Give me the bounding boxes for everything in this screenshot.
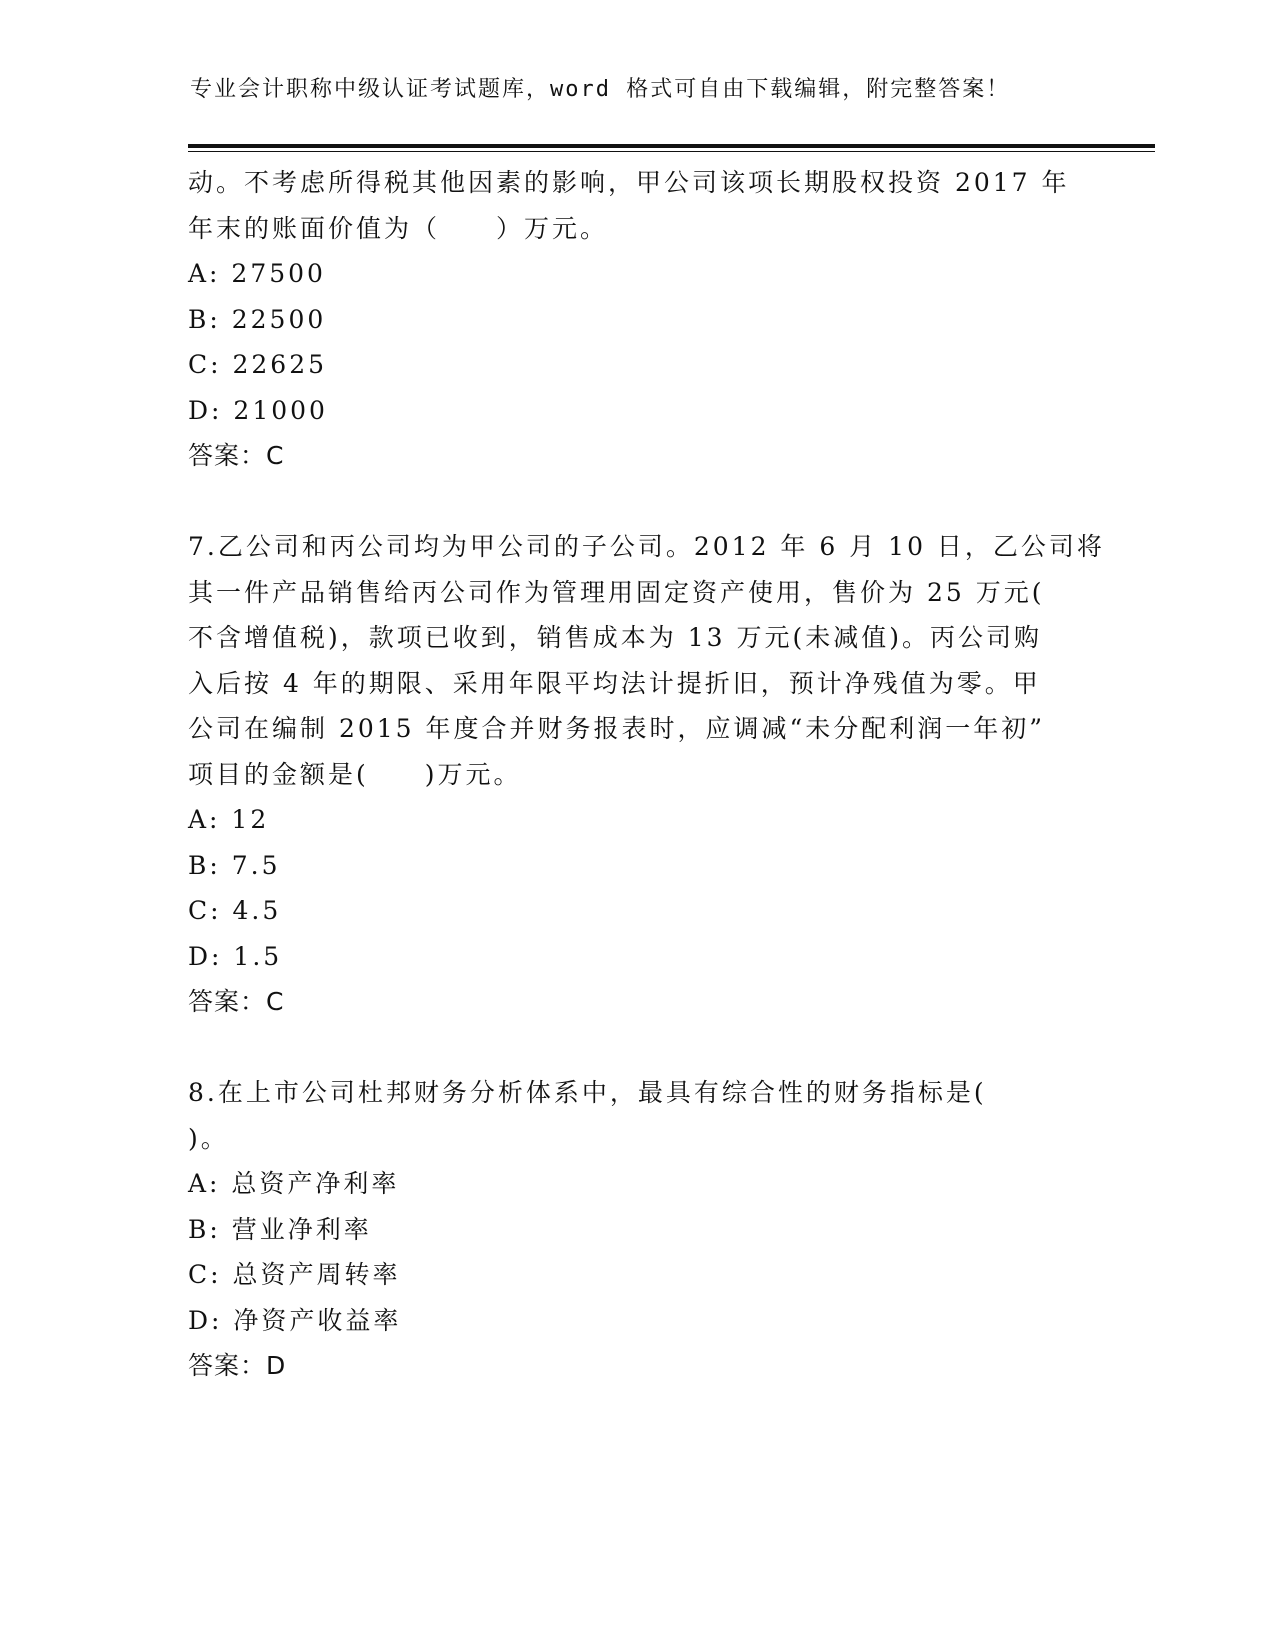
option-d: D: 净资产收益率 <box>188 1305 402 1335</box>
question-stem-line: 项目的金额是( )万元。 <box>188 759 522 789</box>
question-stem-line: 入后按 4 年的期限、采用年限平均法计提折旧，预计净残值为零。甲 <box>188 668 1041 698</box>
option-b: B: 22500 <box>188 304 327 334</box>
answer-line: 答案：C <box>188 987 285 1016</box>
question-7 <box>188 524 1105 1025</box>
answer-line: 答案：D <box>188 1351 287 1380</box>
question-stem-line: 8.在上市公司杜邦财务分析体系中，最具有综合性的财务指标是( <box>188 1078 987 1107</box>
question-stem-line: 动。不考虑所得税其他因素的影响，甲公司该项长期股权投资 2017 年 <box>188 168 1070 197</box>
question-6 <box>188 160 1088 479</box>
option-a: A: 27500 <box>188 259 326 288</box>
option-c: C: 4.5 <box>188 896 282 925</box>
page-header: 专业会计职称中级认证考试题库，word 格式可自由下载编辑，附完整答案！ <box>190 77 1011 102</box>
question-list <box>188 160 1105 1389</box>
header-rule-thin <box>188 151 1155 152</box>
question-stem-line: 7.乙公司和丙公司均为甲公司的子公司。2012 年 6 月 10 日，乙公司将 <box>188 532 1105 561</box>
option-c: C: 22625 <box>188 350 328 379</box>
option-d: D: 1.5 <box>188 941 283 971</box>
question-stem-line: 公司在编制 2015 年度合并财务报表时，应调减“未分配利润一年初” <box>188 714 1046 743</box>
option-b: B: 营业净利率 <box>188 1214 372 1244</box>
option-d: D: 21000 <box>188 395 328 425</box>
question-stem-line: 年末的账面价值为（ ）万元。 <box>188 213 609 243</box>
question-stem-line: 不含增值税)，款项已收到，销售成本为 13 万元(未减值)。丙公司购 <box>188 623 1042 652</box>
option-c: C: 总资产周转率 <box>188 1260 401 1289</box>
answer-line: 答案：C <box>188 441 285 470</box>
question-8 <box>188 1070 1088 1389</box>
header-rule-thick <box>188 144 1155 148</box>
option-a: A: 12 <box>188 805 270 834</box>
question-stem-line: )。 <box>188 1123 229 1153</box>
option-b: B: 7.5 <box>188 850 281 880</box>
option-a: A: 总资产净利率 <box>188 1169 400 1198</box>
question-stem-line: 其一件产品销售给丙公司作为管理用固定资产使用，售价为 25 万元( <box>188 577 1045 607</box>
